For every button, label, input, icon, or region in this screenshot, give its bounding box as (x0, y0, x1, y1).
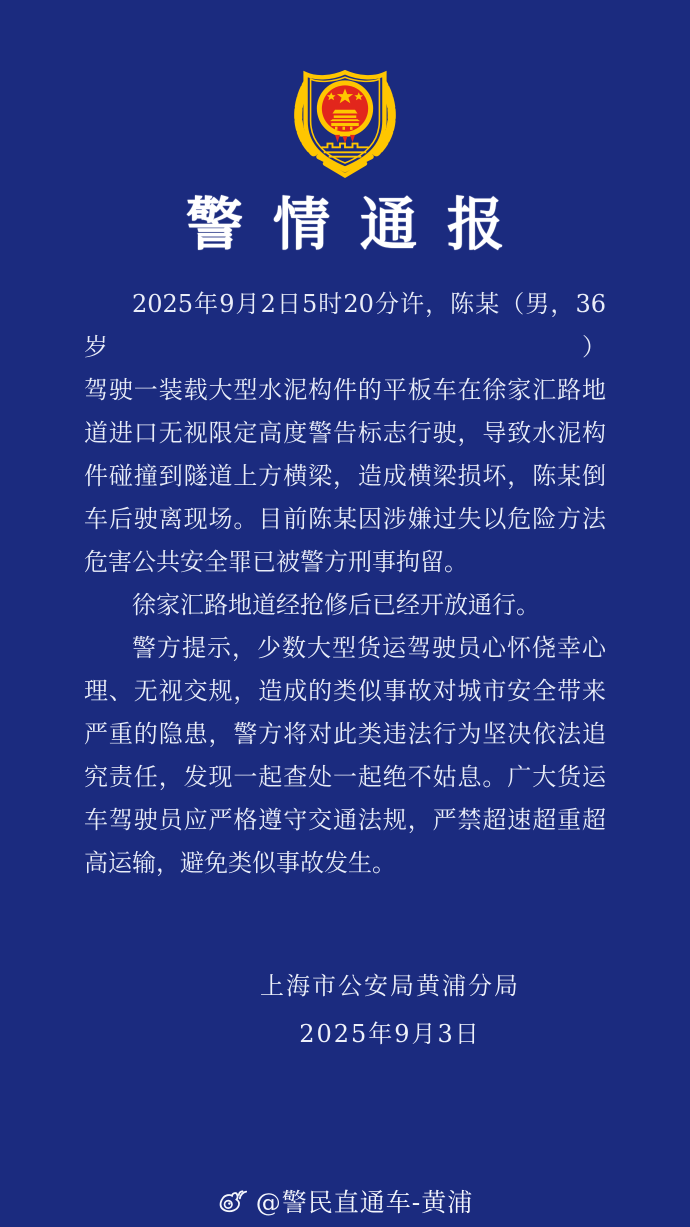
body-line: 车后驶离现场。目前陈某因涉嫌过失以危险方法 (84, 505, 606, 533)
body-line: 严重的隐患，警方将对此类违法行为坚决依法追 (84, 720, 606, 748)
signature-block (45, 962, 690, 1058)
body-line: 件碰撞到隧道上方横梁，造成横梁损坏，陈某倒 (84, 462, 606, 490)
weibo-icon (217, 1188, 247, 1214)
notice-title: 警情通报 (186, 191, 534, 258)
body-line: 车驾驶员应严格遵守交通法规，严禁超速超重超 (84, 806, 606, 834)
weibo-watermark (0, 1183, 690, 1219)
body-line: 究责任，发现一起查处一起绝不姑息。广大货运 (84, 763, 606, 791)
body-line: 2025年9月2日5时20分许，陈某（男，36岁） (84, 290, 606, 361)
police-badge-icon (0, 56, 690, 182)
paragraph-police-warning (84, 627, 606, 885)
signature-agency: 上海市公安局黄浦分局 (260, 972, 520, 1000)
body-line: 驾驶一装载大型水泥构件的平板车在徐家汇路地 (84, 376, 606, 404)
paragraph-incident (84, 283, 606, 584)
body-line: 高运输，避免类似事故发生。 (84, 849, 396, 877)
body-line: 警方提示，少数大型货运驾驶员心怀侥幸心 (132, 634, 606, 662)
police-badge-icon (282, 56, 408, 178)
notice-body (84, 283, 606, 885)
body-line: 危害公共安全罪已被警方刑事拘留。 (84, 548, 468, 576)
signature-date: 2025年9月3日 (299, 1020, 481, 1048)
paragraph-tunnel-status (84, 584, 606, 627)
body-line: 道进口无视限定高度警告标志行驶，导致水泥构 (84, 419, 606, 447)
body-line: 理、无视交规，造成的类似事故对城市安全带来 (84, 677, 606, 705)
body-line: 徐家汇路地道经抢修后已经开放通行。 (132, 591, 540, 619)
weibo-handle: @警民直通车-黄浦 (255, 1188, 474, 1217)
